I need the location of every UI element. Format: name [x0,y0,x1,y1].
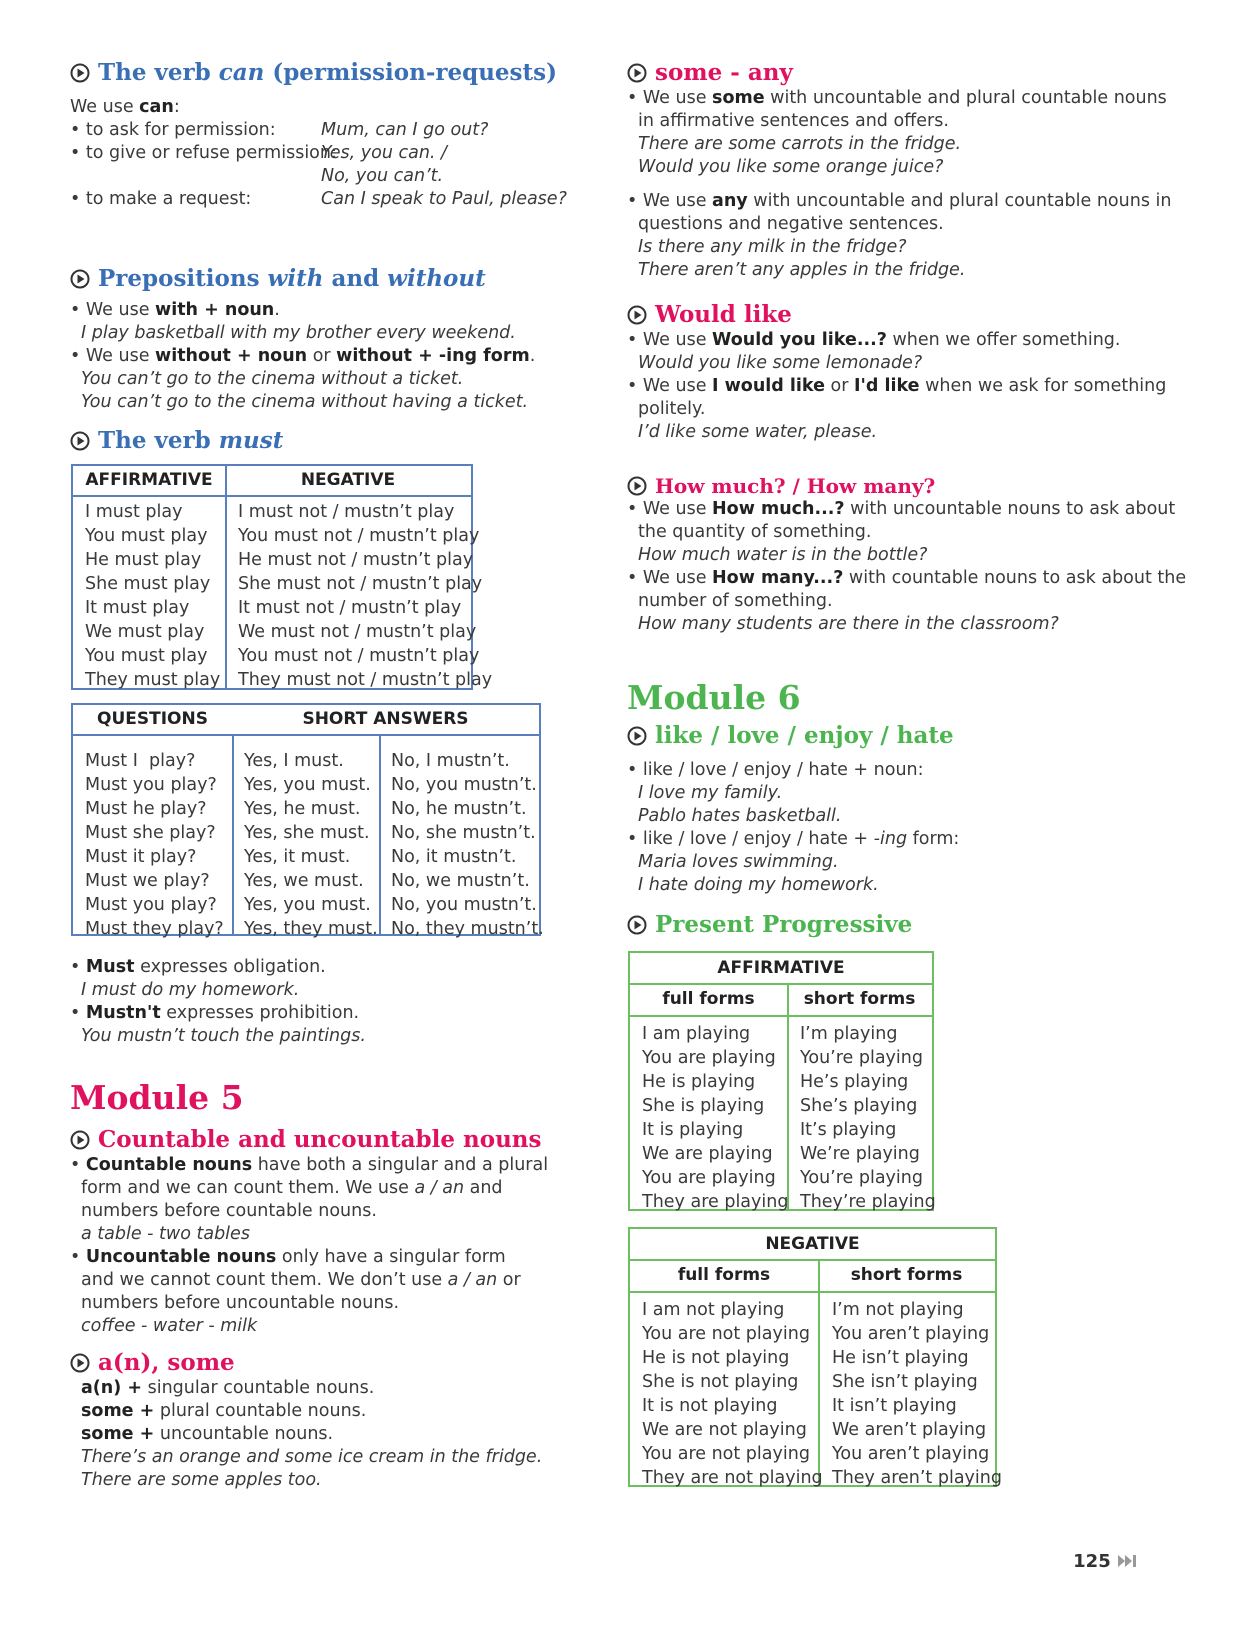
must-conjugation-table [71,464,493,690]
how-many-example: How many students are there in the classroom? [638,614,1059,634]
play-audio-icon[interactable] [70,1130,90,1150]
like-example: I hate doing my homework. [638,875,879,895]
negative-forms: I must not / mustn’t play You must not / mustn’t play He must not / mustn’t play She must not / mustn’t play It must not / mustn’t play We must not / mustn’t play You must not / mustn’t play They must not / mustn’t play [238,502,493,690]
any-example: Is there any milk in the fridge? [638,237,907,257]
countable-rule: numbers before countable nouns. [81,1201,377,1221]
short-answers-header: SHORT ANSWERS [302,709,469,729]
progressive-affirmative-table [628,951,934,1211]
section-heading-would-like: Would like [627,300,792,330]
uncountable-example: coffee - water - milk [81,1316,258,1336]
negative-header: NEGATIVE [300,470,396,490]
section-heading-like-love: like / love / enjoy / hate [627,721,954,751]
can-intro: We use can: [70,97,180,117]
would-like-rule: politely. [638,399,706,419]
like-example: Pablo hates basketball. [638,806,842,826]
affirmative-short-forms: I’m playing You’re playing He’s playing She’s playing It’s playing We’re playing You’re playing They’re playing [800,1024,936,1212]
how-much-rule: • We use How much...? with uncountable nouns to ask about [627,499,1176,519]
module-6-title: Module 6 [627,678,801,717]
play-audio-icon[interactable] [627,726,647,746]
heading-emphasis: can [218,59,265,86]
some-example: Would you like some orange juice? [638,157,944,177]
affirmative-full-forms: I am playing You are playing He is playing She is playing It is playing We are playing You are playing They are playing [642,1024,789,1212]
would-like-example: I’d like some water, please. [638,422,878,442]
affirmative-header: AFFIRMATIVE [85,470,213,490]
section-heading-how-much: How much? / How many? [627,471,935,501]
must-example: I must do my homework. [81,980,300,1000]
play-audio-icon[interactable] [627,915,647,935]
mustnt-note: • Mustn't expresses prohibition. [70,1003,360,1023]
section-heading-an-some: a(n), some [70,1348,235,1378]
uncountable-rule: numbers before uncountable nouns. [81,1293,400,1313]
would-like-rule: • We use Would you like...? when we offer something. [627,330,1121,350]
some-rule: in affirmative sentences and offers. [638,111,949,131]
an-some-example: There’s an orange and some ice cream in the fridge. [81,1447,543,1467]
any-rule: questions and negative sentences. [638,214,944,234]
would-like-example: Would you like some lemonade? [638,353,923,373]
any-example: There aren’t any apples in the fridge. [638,260,966,280]
no-answers: No, I mustn’t. No, you mustn’t. No, he mustn’t. No, she mustn’t. No, it mustn’t. No, we mustn’t. No, you mustn’t. No, they mustn’t. [391,751,544,939]
module-5-title: Module 5 [70,1078,244,1117]
affirmative-header: AFFIRMATIVE [717,958,845,978]
an-some-rule: some + plural countable nouns. [81,1401,367,1421]
affirmative-forms: I must play You must play He must play She must play It must play We must play You must play They must play [85,502,221,690]
must-questions-table [71,703,544,939]
next-page-icon[interactable] [1117,1554,1139,1568]
countable-rule: • Countable nouns have both a singular and a plural [70,1155,549,1175]
uncountable-rule: • Uncountable nouns only have a singular form [70,1247,506,1267]
progressive-negative-table [628,1227,1002,1488]
negative-header: NEGATIVE [765,1234,860,1254]
play-audio-icon[interactable] [627,63,647,83]
like-rule: • like / love / enjoy / hate + -ing form: [627,829,960,849]
page-number: 125 [1073,1550,1139,1574]
some-example: There are some carrots in the fridge. [638,134,962,154]
play-audio-icon[interactable] [70,269,90,289]
countable-example: a table - two tables [81,1224,250,1244]
negative-short-forms: I’m not playing You aren’t playing He isn’t playing She isn’t playing It isn’t playing We aren’t playing You aren’t playing They aren’t playing [832,1300,1002,1488]
question-forms: Must I play? Must you play? Must he play? Must she play? Must it play? Must we play? Must you play? Must they play? [85,751,224,939]
how-many-rule: • We use How many...? with countable nouns to ask about the [627,568,1187,588]
can-example: Yes, you can. / [321,143,447,163]
prep-example: You can’t go to the cinema without having a ticket. [81,392,529,412]
short-forms-header: short forms [803,989,916,1009]
like-rule: • like / love / enjoy / hate + noun: [627,760,924,780]
prep-example: I play basketball with my brother every weekend. [81,323,516,343]
uncountable-rule: and we cannot count them. We don’t use a / an or [81,1270,521,1290]
full-forms-header: full forms [677,1265,771,1285]
heading-text: (permission-requests) [264,59,557,86]
an-some-rule: some + uncountable nouns. [81,1424,334,1444]
section-heading-can [70,58,557,88]
any-rule: • We use any with uncountable and plural countable nouns in [627,191,1172,211]
play-audio-icon[interactable] [70,431,90,451]
an-some-example: There are some apples too. [81,1470,322,1490]
play-audio-icon[interactable] [70,63,90,83]
section-heading-present-progressive: Present Progressive [627,910,912,940]
how-much-example: How much water is in the bottle? [638,545,928,565]
play-audio-icon[interactable] [70,1353,90,1373]
section-heading-countable: Countable and uncountable nouns [70,1125,541,1155]
negative-full-forms: I am not playing You are not playing He is not playing She is not playing It is not playing We are not playing You are not playing They are not playing [642,1300,823,1488]
mustnt-example: You mustn’t touch the paintings. [81,1026,366,1046]
can-use-label: • to ask for permission: [70,120,276,140]
questions-header: QUESTIONS [97,709,208,729]
how-much-rule: the quantity of something. [638,522,872,542]
can-use-label: • to give or refuse permission: [70,143,337,163]
some-rule: • We use some with uncountable and plural countable nouns [627,88,1167,108]
can-example: Mum, can I go out? [321,120,489,140]
can-use-label: • to make a request: [70,189,252,209]
play-audio-icon[interactable] [627,476,647,496]
play-audio-icon[interactable] [627,305,647,325]
how-many-rule: number of something. [638,591,833,611]
heading-text: The verb [98,59,219,86]
prep-rule: • We use with + noun. [70,300,280,320]
an-some-rule: a(n) + singular countable nouns. [81,1378,375,1398]
can-example: Can I speak to Paul, please? [321,189,567,209]
like-example: I love my family. [638,783,783,803]
short-forms-header: short forms [850,1265,963,1285]
must-note: • Must expresses obligation. [70,957,326,977]
full-forms-header: full forms [662,989,755,1009]
prep-example: You can’t go to the cinema without a ticket. [81,369,464,389]
can-example: No, you can’t. [321,166,444,186]
section-heading-must: The verb must [70,426,283,456]
yes-answers: Yes, I must. Yes, you must. Yes, he must. Yes, she must. Yes, it must. Yes, we must. Yes, you must. Yes, they must. [244,751,378,939]
countable-rule: form and we can count them. We use a / an and [81,1178,503,1198]
section-heading-prepositions: Prepositions with and without [70,264,486,294]
would-like-rule: • We use I would like or I'd like when we ask for something [627,376,1167,396]
section-heading-some-any: some - any [627,58,793,88]
prep-rule: • We use without + noun or without + -ing form. [70,346,536,366]
like-example: Maria loves swimming. [638,852,839,872]
